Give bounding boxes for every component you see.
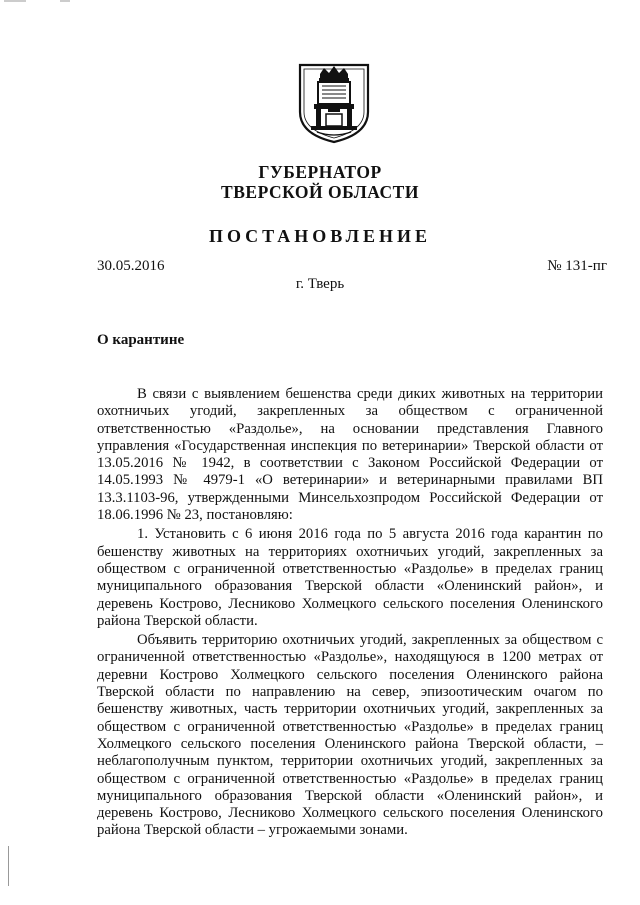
document-city: г. Тверь — [295, 276, 345, 292]
document-body — [97, 386, 603, 842]
document-type-heading: ПОСТАНОВЛЕНИЕ — [208, 226, 432, 246]
document-number: № 131-пг — [547, 258, 607, 274]
tver-coat-of-arms-icon — [297, 62, 371, 144]
document-date: 30.05.2016 — [97, 258, 165, 274]
issuer-title-line-2: ТВЕРСКОЙ ОБЛАСТИ — [221, 182, 419, 202]
body-paragraph: 1. Установить с 6 июня 2016 года по 5 августа 2016 года карантин по бешенству животных на территориях охотничьих угодий, закрепленных за обществом с ограниченной ответственностью «Раздолье» в пределах границ муниципального образования Тверской области «Оленинский район», и деревень Кострово, Лесниково Холмецкого сельского поселения Оленинского района Тверской области. — [97, 526, 603, 629]
scan-edge-mark — [4, 0, 26, 2]
issuer-title-line-1: ГУБЕРНАТОР — [258, 162, 382, 182]
scan-margin-mark — [8, 846, 9, 886]
scan-edge-mark — [60, 0, 70, 2]
body-paragraph: Объявить территорию охотничьих угодий, закрепленных за обществом с ограниченной ответственностью «Раздолье», находящуюся в 1200 метрах от деревни Кострово Холмецкого сельского поселения Оленинского района Тверской области по направлению на север, эпизоотическим очагом по бешенству животных, часть территории охотничьих угодий, закрепленных за обществом с ограниченной ответственностью «Раздолье» в пределах границ Холмецкого сельского поселения Оленинского района Тверской области, – неблагополучным пунктом, территории охотничьих угодий, закрепленных за обществом с ограниченной ответственностью «Раздолье» в пределах границ муниципального образования Тверской области «Оленинский район», и деревень Кострово, Лесниково Холмецкого сельского поселения Оленинского района Тверской области – угрожаемыми зонами. — [97, 632, 603, 839]
body-paragraph: В связи с выявлением бешенства среди диких животных на территории охотничьих угодий, закрепленных за обществом с ограниченной ответственностью «Раздолье», на основании представления Главного управления «Государственная инспекция по ветеринарии» Тверской области от 13.05.2016 № 1942, в соответствии с Законом Российской Федерации от 14.05.1993 № 4979-1 «О ветеринарии» и ветеринарными правилами ВП 13.3.1103-96, утвержденными Минсельхозпродом Российской Федерации от 18.06.1996 № 23, постановляю: — [97, 386, 603, 524]
document-subject: О карантине — [97, 332, 185, 348]
